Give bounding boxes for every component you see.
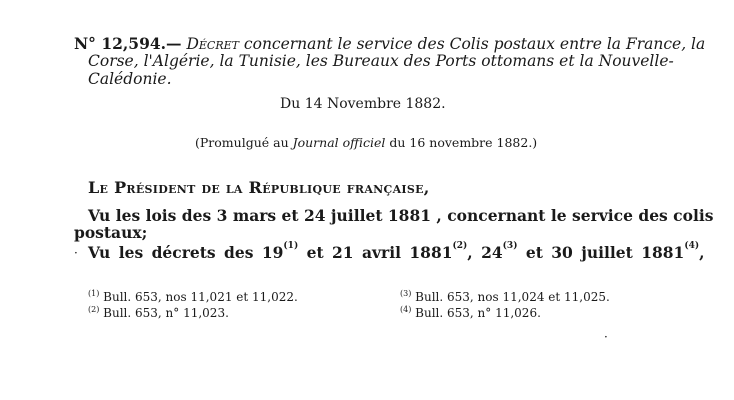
footnote-4 [400,306,541,320]
president-heading: Le Président de la République française, [88,178,430,197]
note-ref-1: (1) [283,241,299,251]
vu-decrets-line [88,243,705,262]
vu-decrets-d: et 30 juillet 1881 [517,243,685,262]
footnote-3-mark: (3) [400,289,412,298]
footnote-2 [88,306,229,320]
decret-word: Décret [186,35,239,53]
note-ref-2: (2) [452,241,468,251]
promulgation-open: (Promulgué au [195,135,293,150]
note-ref-4: (4) [684,241,700,251]
note-ref-3: (3) [502,241,518,251]
decree-date: Du 14 Novembre 1882. [280,96,446,112]
footnote-1-mark: (1) [88,289,100,298]
journal-officiel: Journal officiel [292,135,386,150]
footnote-2-mark: (2) [88,305,100,314]
decree-number: N° 12,594.— [74,34,182,53]
decree-title-line-3: Calédonie. [88,70,172,88]
vu-decrets-b: et 21 avril 1881 [298,243,453,262]
footnote-3-text: Bull. 653, nos 11,024 et 11,025. [411,290,610,304]
footnote-1-text: Bull. 653, nos 11,021 et 11,022. [99,290,298,304]
footnote-4-mark: (4) [400,305,412,314]
vu-lois-line-2: postaux; [74,223,148,242]
promulgation-note [195,135,537,150]
decree-title-line-1 [74,34,705,54]
vu-decrets-a: Vu les décrets des 19 [88,243,284,262]
footnote-1 [88,290,298,304]
footnote-2-text: Bull. 653, n° 11,023. [99,306,229,320]
decree-title-part-1: concernant le service des Colis postaux entre la France, la [239,35,706,53]
margin-speck: · [604,330,608,344]
vu-decrets-c: , 24 [467,243,503,262]
decree-title-line-2: Corse, l'Algérie, la Tunisie, les Bureaux des Ports ottomans et la Nouvelle- [88,52,674,70]
promulgation-close: du 16 novembre 1882.) [385,135,538,150]
margin-dot: · [74,246,78,260]
vu-decrets-e: , [699,243,705,262]
footnote-4-text: Bull. 653, n° 11,026. [411,306,541,320]
vu-lois-line-1: Vu les lois des 3 mars et 24 juillet 1881 , concernant le service des colis [88,206,714,225]
footnote-3 [400,290,610,304]
